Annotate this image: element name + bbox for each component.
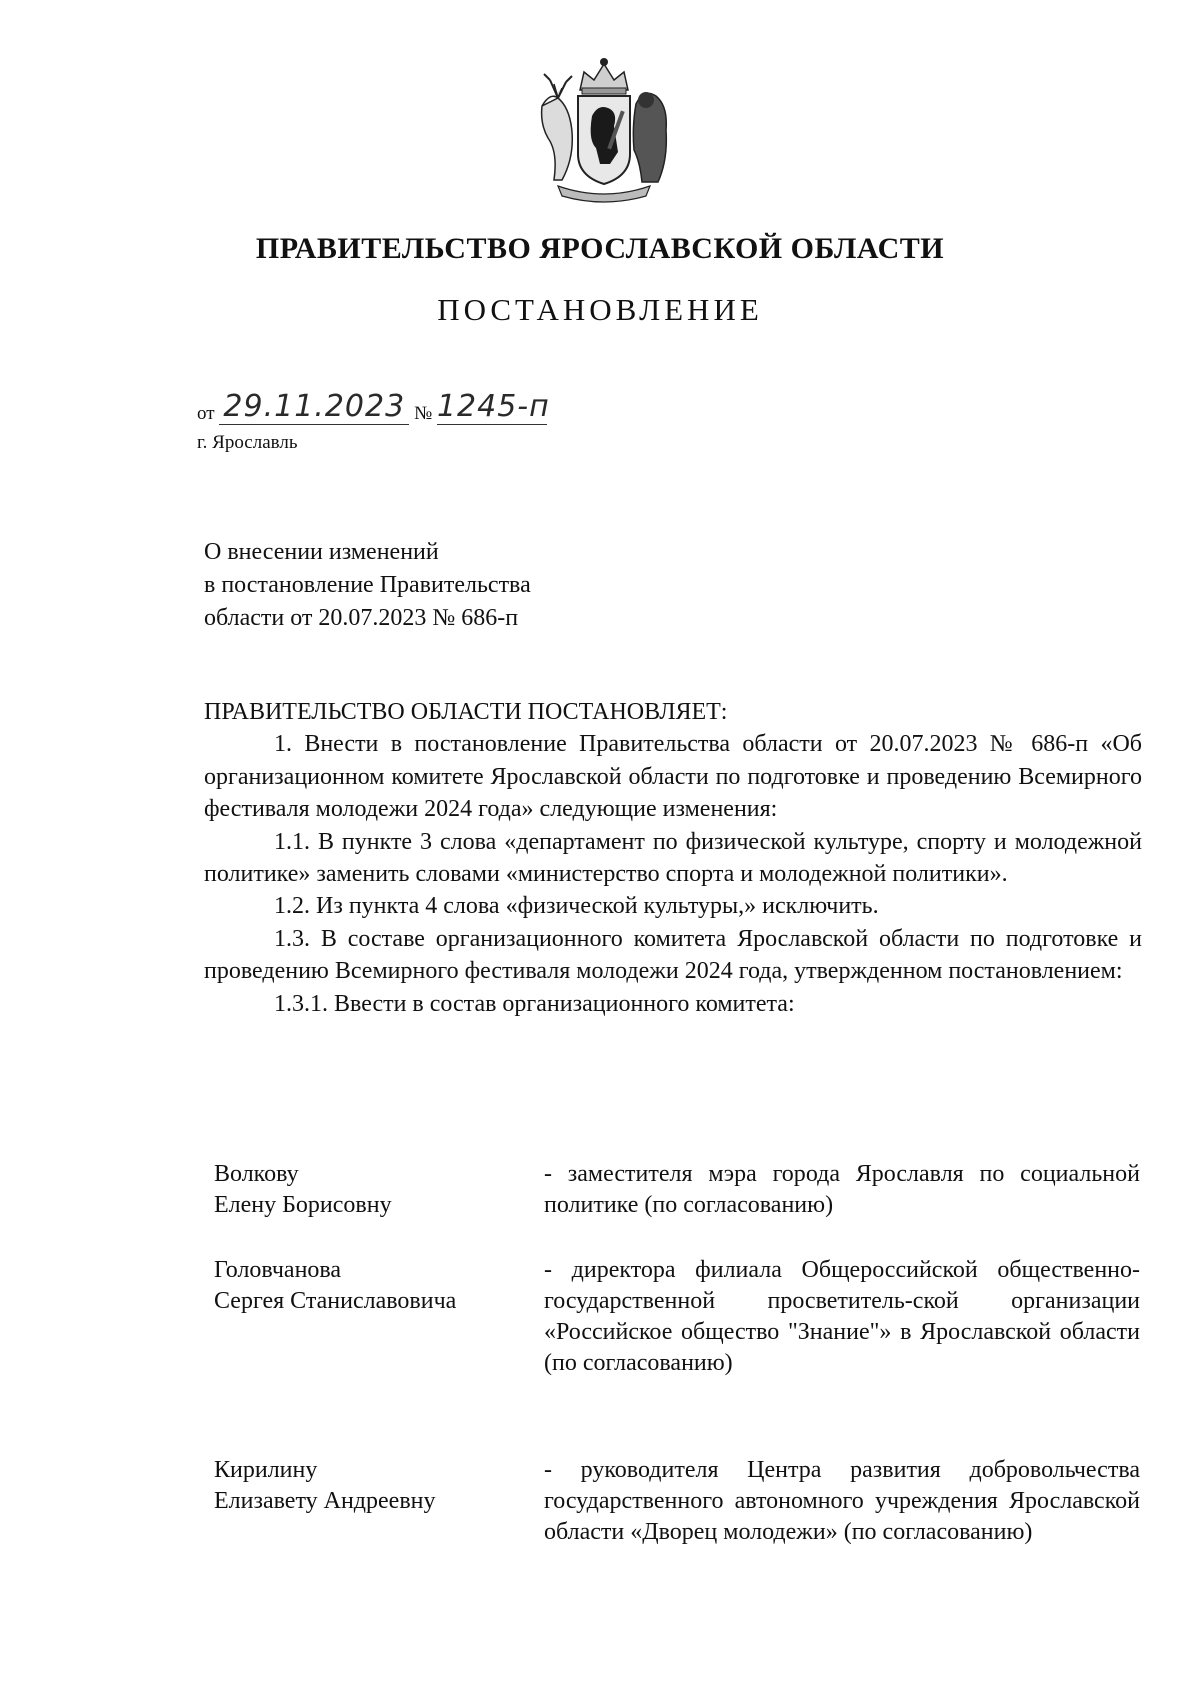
- member-given-names: Сергея Станиславовича: [214, 1288, 457, 1314]
- document-subject: [204, 536, 531, 635]
- document-type: ПОСТАНОВЛЕНИЕ: [437, 292, 763, 327]
- subject-line: О внесении изменений: [204, 539, 439, 565]
- yaroslavl-oblast-coat-of-arms-icon: [528, 52, 680, 208]
- registration-line: [197, 389, 550, 425]
- subject-line: в постановление Правительства: [204, 572, 531, 598]
- member-surname: Волкову: [214, 1161, 299, 1187]
- paragraph-1-1: 1.1. В пункте 3 слова «департамент по физической культуре, спорту и молодежной политике» заменить словами «министерство спорта и молодежной политики».: [204, 828, 1142, 888]
- decree-heading: ПРАВИТЕЛЬСТВО ОБЛАСТИ ПОСТАНОВЛЯЕТ:: [204, 699, 728, 725]
- member-surname: Головчанова: [214, 1257, 342, 1283]
- member-name: [214, 1255, 534, 1317]
- city: г. Ярославль: [197, 432, 298, 453]
- document-body: [204, 696, 1142, 1020]
- document-date: 29.11.2023: [219, 390, 409, 425]
- paragraph-1: 1. Внести в постановление Правительства области от 20.07.2023 № 686-п «Об организационном комитете Ярославской области по подготовке и проведению Всемирного фестиваля молодежи 2024 года» следующие изменения:: [204, 731, 1142, 823]
- member-role: - директора филиала Общероссийской общественно-государственной просветитель-ской организации «Российское общество "Знание"» в Ярославской области (по согласованию): [544, 1257, 1140, 1376]
- organization-title: ПРАВИТЕЛЬСТВО ЯРОСЛАВСКОЙ ОБЛАСТИ: [255, 232, 945, 265]
- member-name: [214, 1159, 534, 1221]
- member-given-names: Елизавету Андреевну: [214, 1488, 436, 1514]
- member-role: - заместителя мэра города Ярославля по социальной политике (по согласованию): [544, 1161, 1140, 1218]
- paragraph-1-3: 1.3. В составе организационного комитета Ярославской области по подготовке и проведению Всемирного фестиваля молодежи 2024 года, утвержденном постановлением:: [204, 925, 1142, 985]
- subject-line: области от 20.07.2023 № 686-п: [204, 605, 519, 631]
- number-label: №: [414, 403, 433, 424]
- member-surname: Кирилину: [214, 1457, 318, 1483]
- member-role: - руководителя Центра развития добровольчества государственного автономного учреждения Ярославской области «Дворец молодежи» (по согласованию): [544, 1457, 1140, 1545]
- member-name: [214, 1455, 534, 1517]
- paragraph-1-3-1: 1.3.1. Ввести в состав организационного комитета:: [274, 990, 795, 1017]
- document-number: 1245-п: [436, 389, 550, 424]
- member-given-names: Елену Борисовну: [214, 1192, 392, 1218]
- date-label: от: [197, 403, 215, 424]
- paragraph-1-2: 1.2. Из пункта 4 слова «физической культуры,» исключить.: [274, 893, 879, 920]
